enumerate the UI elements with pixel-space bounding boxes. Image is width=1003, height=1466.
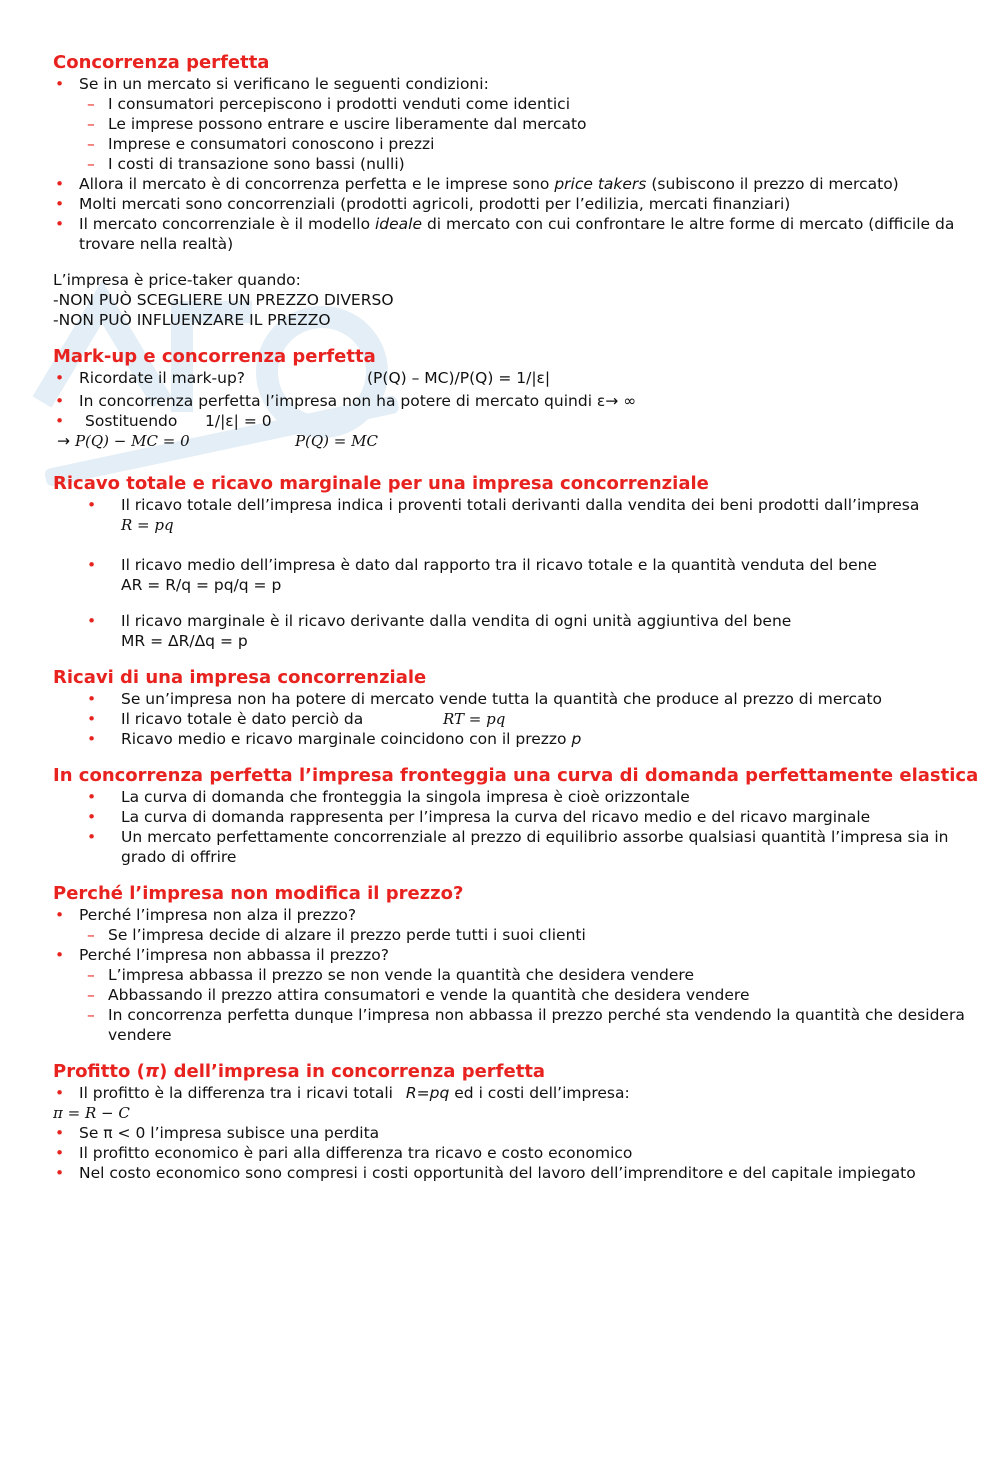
formula-row: → P(Q) − MC = 0 P(Q) = MC xyxy=(57,432,378,450)
bullet-item: • La curva di domanda rappresenta per l’impresa la curva del ricavo medio e del ricavo marginale xyxy=(53,807,983,827)
bullet-item: • Molti mercati sono concorrenziali (prodotti agricoli, prodotti per l’edilizia, mercati finanziari) xyxy=(53,194,983,214)
bullet-item: • Il profitto è la differenza tra i ricavi totali R=pq ed i costi dell’impresa: xyxy=(53,1083,983,1103)
bullet-item: • Se in un mercato si verificano le seguenti condizioni: xyxy=(53,74,983,94)
dash-item: – Se l’impresa decide di alzare il prezzo perde tutti i suoi clienti xyxy=(53,925,983,945)
bullet-item: • Nel costo economico sono compresi i costi opportunità del lavoro dell’imprenditore e del capitale impiegato xyxy=(53,1163,983,1183)
dash-item: – L’impresa abbassa il prezzo se non vende la quantità che desidera vendere xyxy=(53,965,983,985)
bullet-item: • Il ricavo medio dell’impresa è dato dal rapporto tra il ricavo totale e la quantità venduta del bene xyxy=(53,555,983,575)
paragraph: -NON PUÒ INFLUENZARE IL PREZZO xyxy=(53,311,331,329)
section-title: Concorrenza perfetta xyxy=(53,52,270,73)
dash-item: – I costi di transazione sono bassi (nulli) xyxy=(53,154,983,174)
formula: AR = R/q = pq/q = p xyxy=(121,576,282,594)
dash-item: – I consumatori percepiscono i prodotti venduti come identici xyxy=(53,94,983,114)
bullet-item: • Ricavo medio e ricavo marginale coincidono con il prezzo p xyxy=(53,729,983,749)
bullet-item: • Il profitto economico è pari alla differenza tra ricavo e costo economico xyxy=(53,1143,983,1163)
bullet-item: • Sostituendo 1/|ε| = 0 xyxy=(53,411,983,431)
dash-item: – Imprese e consumatori conoscono i prezzi xyxy=(53,134,983,154)
bullet-item: • Il ricavo totale dell’impresa indica i proventi totali derivanti dalla vendita dei beni prodotti dall’impresa xyxy=(53,495,983,515)
formula: R = pq xyxy=(121,516,174,534)
section-title: In concorrenza perfetta l’impresa fronteggia una curva di domanda perfettamente elastica xyxy=(53,765,979,786)
paragraph: -NON PUÒ SCEGLIERE UN PREZZO DIVERSO xyxy=(53,291,394,309)
bullet-item: • Ricordate il mark-up? (P(Q) – MC)/P(Q) = 1/|ε| xyxy=(53,368,983,388)
formula: MR = ΔR/Δq = p xyxy=(121,632,248,650)
dash-item: – Le imprese possono entrare e uscire liberamente dal mercato xyxy=(53,114,983,134)
bullet-item: • Se π < 0 l’impresa subisce una perdita xyxy=(53,1123,983,1143)
bullet-item: • Perché l’impresa non alza il prezzo? xyxy=(53,905,983,925)
bullet-item: • In concorrenza perfetta l’impresa non ha potere di mercato quindi ε→ ∞ xyxy=(53,391,983,411)
bullet-item: • Un mercato perfettamente concorrenziale al prezzo di equilibrio assorbe qualsiasi quantità l’impresa sia in grado di offrire xyxy=(53,827,983,867)
section-title: Perché l’impresa non modifica il prezzo? xyxy=(53,883,464,904)
bullet-item: • Il ricavo totale è dato perciò da RT = pq xyxy=(53,709,983,729)
document-page xyxy=(53,52,983,1183)
section-title: Mark-up e concorrenza perfetta xyxy=(53,346,376,367)
bullet-item: • Il mercato concorrenziale è il modello ideale di mercato con cui confrontare le altre forme di mercato (difficile da trovare nella realtà) xyxy=(53,214,983,254)
section-title: Profitto (π) dell’impresa in concorrenza perfetta xyxy=(53,1061,546,1082)
dash-item: – Abbassando il prezzo attira consumatori e vende la quantità che desidera vendere xyxy=(53,985,983,1005)
bullet-item: • Perché l’impresa non abbassa il prezzo? xyxy=(53,945,983,965)
bullet-item: • Il ricavo marginale è il ricavo derivante dalla vendita di ogni unità aggiuntiva del bene xyxy=(53,611,983,631)
bullet-item: • Allora il mercato è di concorrenza perfetta e le imprese sono price takers (subiscono il prezzo di mercato) xyxy=(53,174,983,194)
bullet-item: • La curva di domanda che fronteggia la singola impresa è cioè orizzontale xyxy=(53,787,983,807)
section-title: Ricavo totale e ricavo marginale per una impresa concorrenziale xyxy=(53,473,709,494)
section-title: Ricavi di una impresa concorrenziale xyxy=(53,667,427,688)
formula: π = R − C xyxy=(53,1104,130,1122)
dash-item: – In concorrenza perfetta dunque l’impresa non abbassa il prezzo perché sta vendendo la quantità che desidera vendere xyxy=(53,1005,983,1045)
bullet-item: • Se un’impresa non ha potere di mercato vende tutta la quantità che produce al prezzo di mercato xyxy=(53,689,983,709)
paragraph: L’impresa è price-taker quando: xyxy=(53,271,301,289)
